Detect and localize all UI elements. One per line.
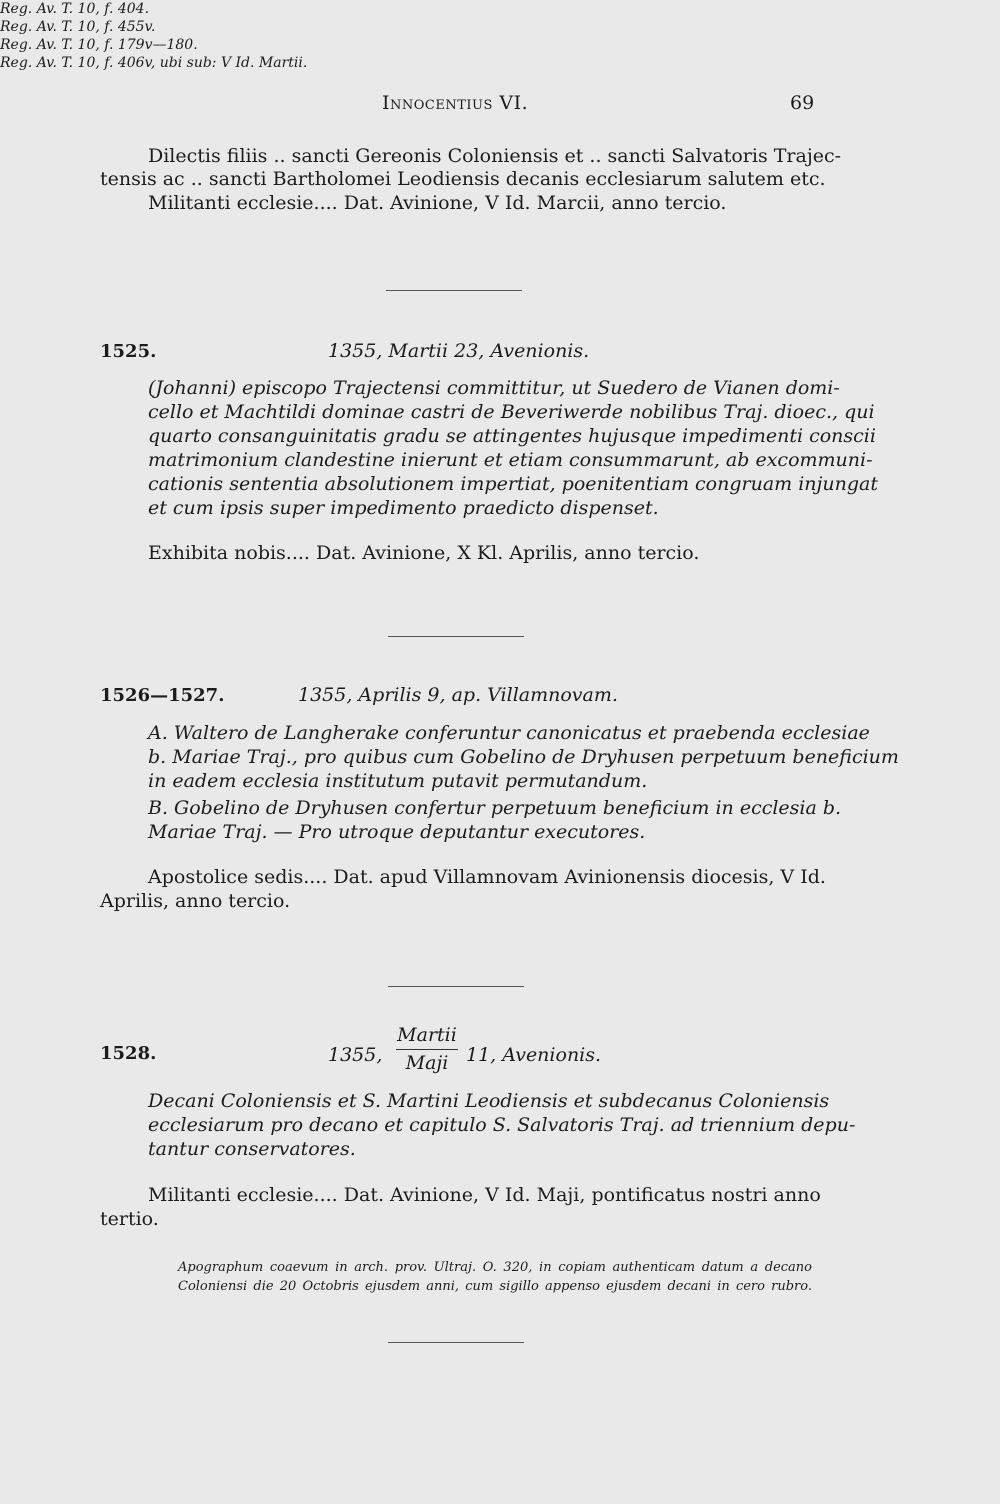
summary-line: Mariae Traj. — Pro utroque deputantur executores. — [148, 821, 646, 843]
summary-line: cationis sententia absolutionem impertiat, poenitentiam congruam injungat — [148, 473, 879, 495]
register-reference: Reg. Av. T. 10, f. 179v—180. — [0, 37, 198, 53]
summary-line: matrimonium clandestine inierunt et etiam consummarunt, ab excommuni- — [148, 449, 873, 471]
entry-date: 1355, Aprilis 9, ap. Villamnovam. — [298, 684, 618, 706]
entry-number: 1528. — [100, 1043, 157, 1064]
archival-note: Apographum coaevum in arch. prov. Ultraj. O. 320, in copiam authenticam datum a decano — [178, 1260, 812, 1275]
summary-line: ecclesiarum pro decano et capitulo S. Salvatoris Traj. ad triennium depu- — [148, 1114, 856, 1136]
summary-line: quarto consanguinitatis gradu se attingentes hujusque impedimenti conscii — [148, 425, 876, 447]
summary-line: B. Gobelino de Dryhusen confertur perpetuum beneficium in ecclesia b. — [148, 797, 842, 819]
summary-line: et cum ipsis super impedimento praedicto dispenset. — [148, 497, 659, 519]
section-divider — [386, 290, 522, 291]
text-line: Dilectis filiis .. sancti Gereonis Coloniensis et .. sancti Salvatoris Trajec- — [148, 145, 842, 167]
section-divider — [388, 1342, 524, 1343]
register-reference: Reg. Av. T. 10, f. 406v, ubi sub: V Id. Martii. — [0, 55, 308, 71]
summary-line: tantur conservatores. — [148, 1138, 356, 1160]
section-divider — [388, 636, 524, 637]
text-line: tensis ac .. sancti Bartholomei Leodiensis decanis ecclesiarum salutem etc. — [100, 168, 826, 190]
incipit-line: tertio. — [100, 1208, 159, 1230]
text-line: Militanti ecclesie.... Dat. Avinione, V Id. Marcii, anno tercio. — [148, 192, 727, 214]
register-reference: Reg. Av. T. 10, f. 455v. — [0, 19, 156, 35]
entry-date: 1355, Martii 23, Avenionis. — [328, 340, 590, 362]
incipit-line: Militanti ecclesie.... Dat. Avinione, V Id. Maji, pontificatus nostri anno — [148, 1184, 821, 1206]
entry-number: 1526—1527. — [100, 685, 225, 706]
summary-line: b. Mariae Traj., pro quibus cum Gobelino de Dryhusen perpetuum beneficium — [148, 746, 899, 768]
incipit-line: Exhibita nobis.... Dat. Avinione, X Kl. Aprilis, anno tercio. — [148, 542, 700, 564]
entry-date-year: 1355, — [328, 1044, 383, 1066]
incipit-line: Aprilis, anno tercio. — [100, 890, 291, 912]
entry-date-month-lower: Maji — [405, 1052, 449, 1074]
page-number: 69 — [790, 92, 815, 114]
incipit-line: Apostolice sedis.... Dat. apud Villamnovam Avinionensis diocesis, V Id. — [148, 866, 826, 888]
summary-line: A. Waltero de Langherake conferuntur canonicatus et praebenda ecclesiae — [148, 722, 870, 744]
summary-line: cello et Machtildi dominae castri de Beveriwerde nobilibus Traj. dioec., qui — [148, 401, 875, 423]
entry-date-month-upper: Martii — [397, 1024, 457, 1046]
fraction-bar — [396, 1049, 458, 1050]
summary-line: Decani Coloniensis et S. Martini Leodiensis et subdecanus Coloniensis — [148, 1090, 830, 1112]
summary-line: (Johanni) episcopo Trajectensi committitur, ut Suedero de Vianen domi- — [148, 377, 840, 399]
archival-note: Coloniensi die 20 Octobris ejusdem anni, cum sigillo appenso ejusdem decani in cero rubro. — [178, 1279, 812, 1294]
summary-line: in eadem ecclesia institutum putavit permutandum. — [148, 770, 648, 792]
entry-number: 1525. — [100, 341, 157, 362]
section-divider — [388, 986, 524, 987]
entry-date-rest: 11, Avenionis. — [466, 1044, 602, 1066]
register-reference: Reg. Av. T. 10, f. 404. — [0, 1, 150, 17]
running-header-title: Innocentius VI. — [382, 92, 529, 114]
